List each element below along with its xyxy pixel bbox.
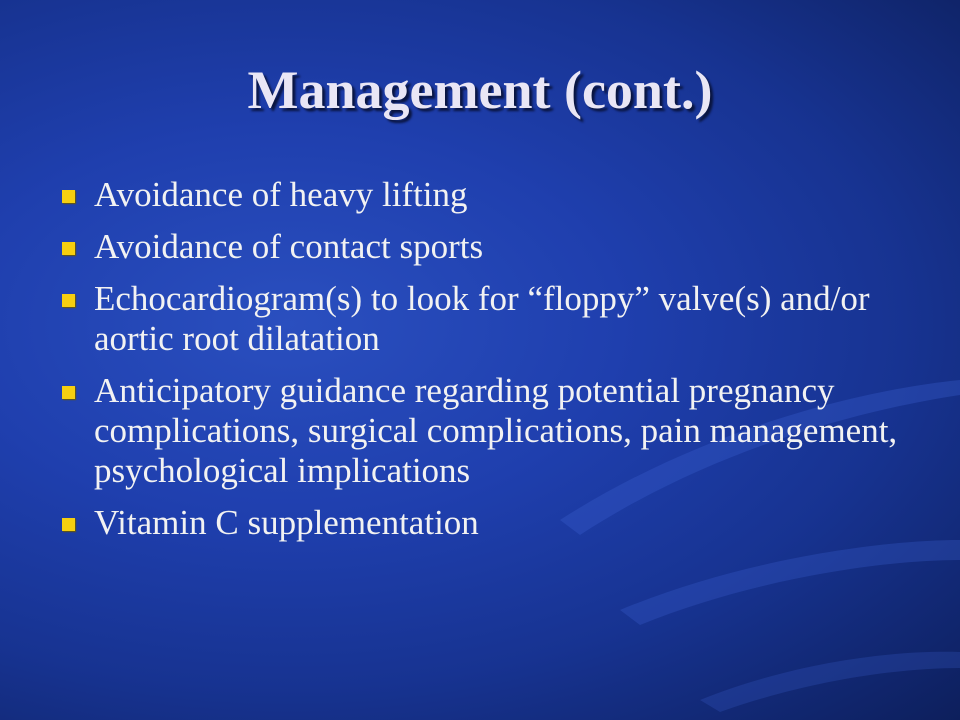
square-bullet-icon [62,242,75,255]
bullet-text: Avoidance of heavy lifting [94,175,468,214]
list-item [58,279,918,359]
square-bullet-icon [62,518,75,531]
bullet-text: Echocardiogram(s) to look for “floppy” valve(s) and/or aortic root dilatation [94,279,870,358]
slide-title: Management (cont.) [247,60,713,120]
list-item [58,503,918,543]
list-item [58,227,918,267]
square-bullet-icon [62,294,75,307]
list-item [58,175,918,215]
square-bullet-icon [62,386,75,399]
bullet-list [58,175,918,555]
list-item [58,371,918,491]
square-bullet-icon [62,190,75,203]
bullet-text: Avoidance of contact sports [94,227,484,266]
bullet-text: Anticipatory guidance regarding potential pregnancy complications, surgical complications, pain management, psychological implications [94,371,898,490]
bullet-text: Vitamin C supplementation [94,503,479,542]
